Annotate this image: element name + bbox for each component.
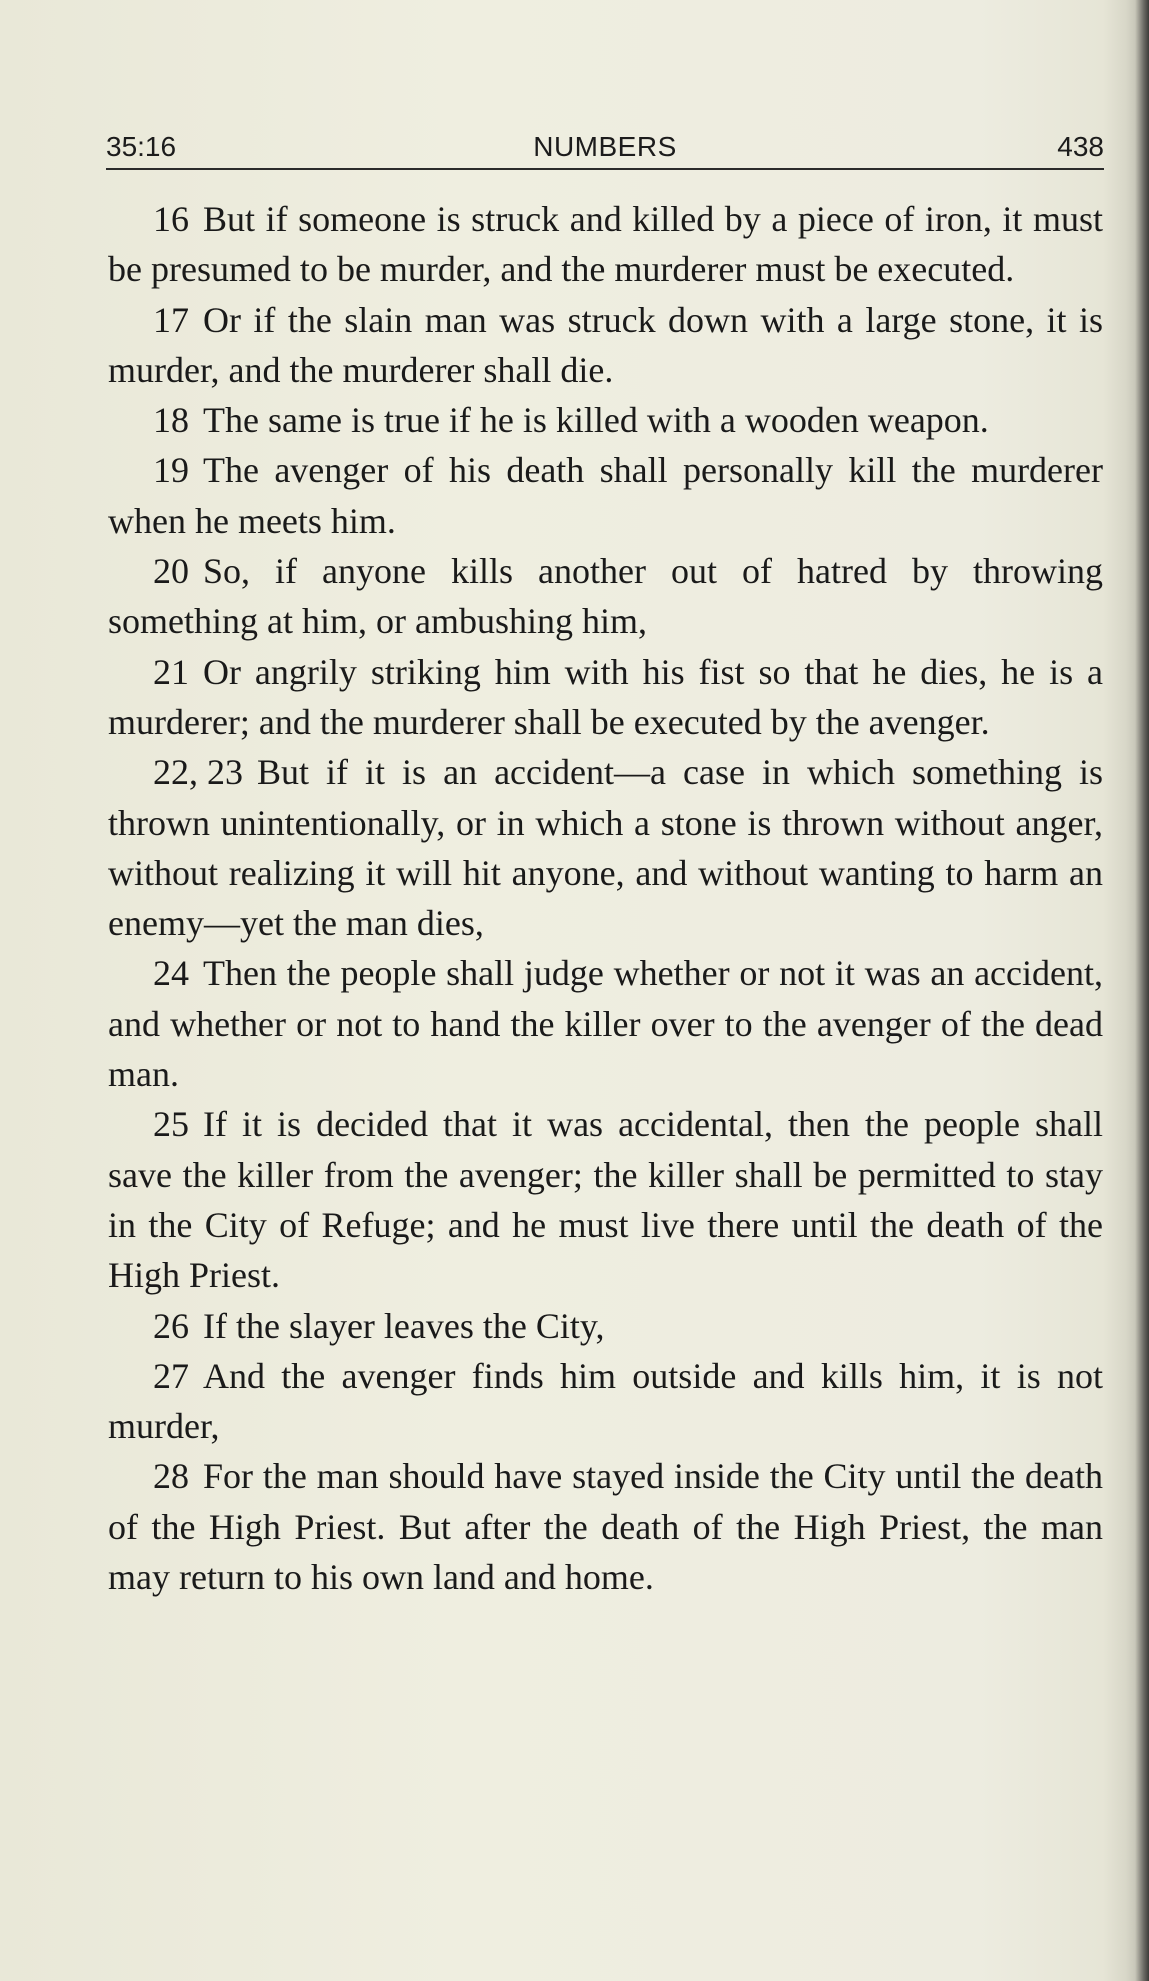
verse-number: 27 bbox=[153, 1355, 189, 1396]
verse-paragraph bbox=[108, 395, 1103, 445]
verse-paragraph bbox=[108, 948, 1103, 1099]
verse-number: 18 bbox=[153, 400, 189, 441]
verse-number: 26 bbox=[153, 1305, 189, 1346]
verse-text: If it is decided that it was accidental, then the people shall save the killer from the avenger; the killer shall be permitted to stay in the City of Refuge; and he must live there until the death of the High Priest. bbox=[108, 1104, 1103, 1296]
verse-text: Then the people shall judge whether or not it was an accident, and whether or not to hand the killer over to the avenger of the dead man. bbox=[108, 953, 1103, 1095]
verse-number: 24 bbox=[153, 953, 189, 994]
verse-text: And the avenger finds him outside and kills him, it is not murder, bbox=[108, 1355, 1103, 1447]
verse-number: 17 bbox=[153, 299, 189, 340]
page-number: 438 bbox=[1057, 131, 1104, 162]
verse-paragraph bbox=[108, 647, 1103, 748]
verse-paragraph bbox=[108, 1351, 1103, 1452]
verse-paragraph bbox=[108, 445, 1103, 546]
verse-paragraph bbox=[108, 1301, 1103, 1351]
verse-number: 20 bbox=[153, 551, 189, 592]
verse-text: But if someone is struck and killed by a piece of iron, it must be presumed to be murder, and the murderer must be executed. bbox=[108, 199, 1103, 290]
book-title: NUMBERS bbox=[533, 131, 677, 162]
verse-text: Or if the slain man was struck down with a large stone, it is murder, and the murderer shall die. bbox=[108, 299, 1103, 390]
verse-number: 25 bbox=[153, 1104, 189, 1145]
verse-paragraph bbox=[108, 546, 1103, 647]
verse-number: 28 bbox=[153, 1456, 189, 1497]
running-header bbox=[106, 130, 1104, 170]
verse-number: 22, 23 bbox=[153, 752, 243, 793]
verse-text: But if it is an accident—a case in which something is thrown unintentionally, or in which a stone is thrown without anger, without realizing it will hit anyone, and without wanting to harm an enemy—yet the man dies, bbox=[108, 752, 1103, 944]
verse-text: Or angrily striking him with his fist so that he dies, he is a murderer; and the murderer shall be executed by the avenger. bbox=[108, 651, 1103, 742]
verse-number: 16 bbox=[153, 199, 189, 239]
verse-paragraph bbox=[108, 747, 1103, 948]
verse-text: The avenger of his death shall personally kill the murderer when he meets him. bbox=[108, 450, 1103, 541]
verse-paragraph bbox=[108, 194, 1103, 295]
chapter-verse-reference: 35:16 bbox=[106, 131, 177, 162]
verse-paragraph bbox=[108, 1451, 1103, 1602]
verse-text: The same is true if he is killed with a wooden weapon. bbox=[203, 400, 989, 441]
verse-paragraph bbox=[108, 295, 1103, 396]
verse-number: 19 bbox=[153, 450, 189, 491]
verse-text: So, if anyone kills another out of hatred by throwing something at him, or ambushing him, bbox=[108, 551, 1103, 642]
verse-number: 21 bbox=[153, 651, 189, 692]
verse-text: If the slayer leaves the City, bbox=[203, 1305, 605, 1346]
verse-text: For the man should have stayed inside the City until the death of the High Priest. But after the death of the High Priest, the man may return to his own land and home. bbox=[108, 1456, 1103, 1598]
scripture-text bbox=[108, 194, 1103, 1602]
page-edge-shadow bbox=[1135, 0, 1149, 1981]
verse-paragraph bbox=[108, 1099, 1103, 1300]
